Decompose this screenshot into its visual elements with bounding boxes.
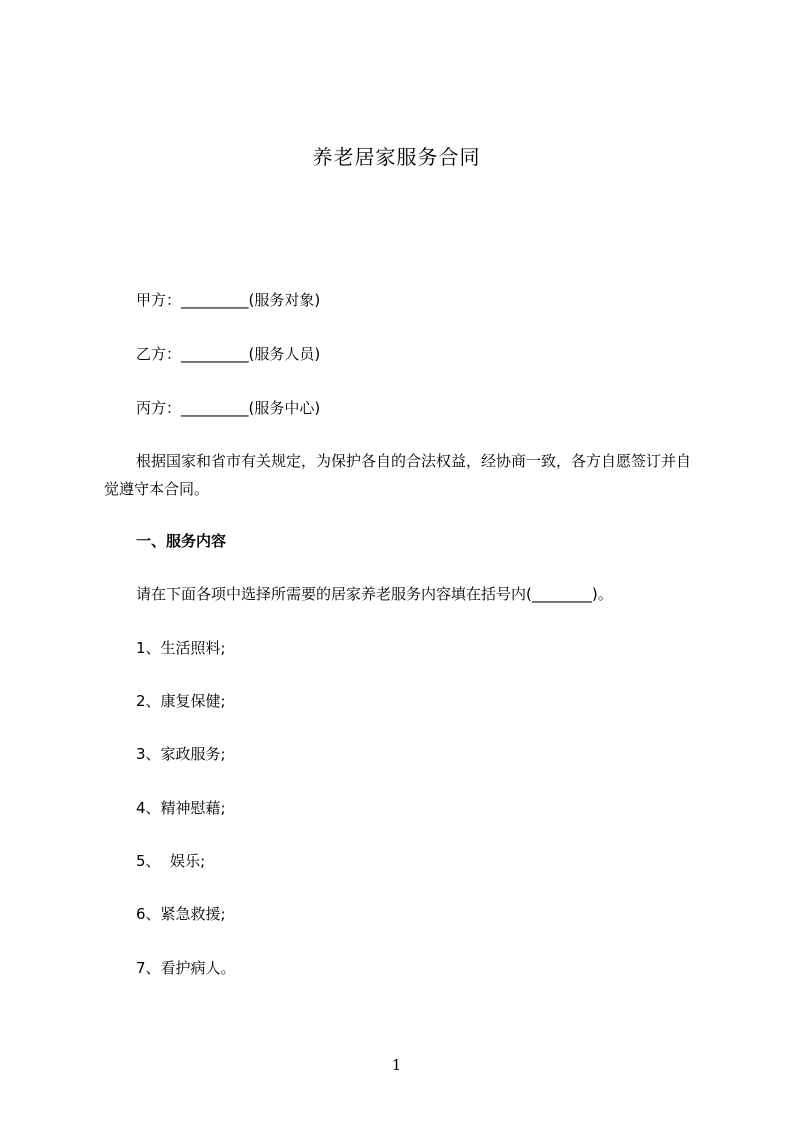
list-item: 5、 娱乐; (136, 852, 206, 870)
party-a-line: 甲方：_________(服务对象) (136, 291, 321, 309)
list-item: 2、康复保健; (136, 692, 226, 710)
section-heading-service-content: 一、服务内容 (136, 532, 227, 550)
list-item: 4、精神慰藉; (136, 799, 226, 817)
list-item: 1、生活照料; (136, 639, 226, 657)
page-number: 1 (391, 1056, 402, 1074)
document-title: 养老居家服务合同 (312, 145, 481, 169)
party-c-line: 丙方：_________(服务中心) (136, 399, 321, 417)
party-b-line: 乙方：_________(服务人员) (136, 345, 321, 363)
list-item: 7、看护病人。 (136, 959, 236, 977)
list-item: 6、紧急救援; (136, 905, 226, 923)
section-instruction: 请在下面各项中选择所需要的居家养老服务内容填在括号内(________)。 (136, 585, 613, 603)
intro-paragraph: 根据国家和省市有关规定，为保护各自的合法权益，经协商一致，各方自愿签订并自觉遵守本合同。 (104, 452, 692, 498)
list-item: 3、家政服务; (136, 745, 226, 763)
